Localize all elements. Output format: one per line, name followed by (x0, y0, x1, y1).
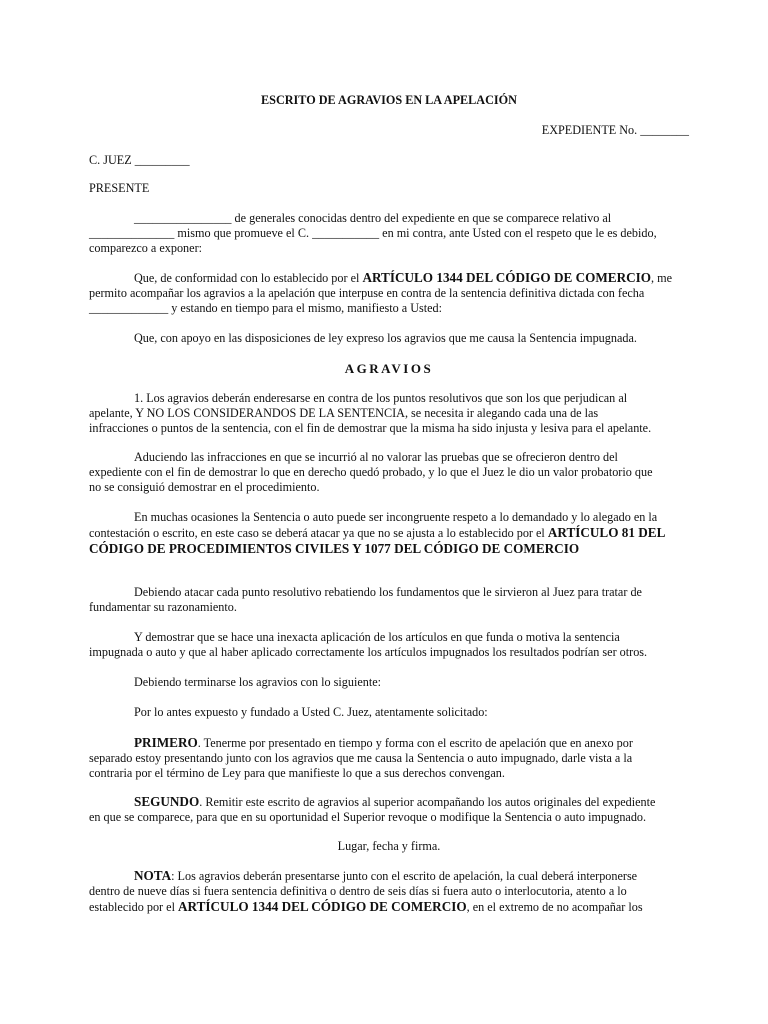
agravio-7: Por lo antes expuesto y fundado a Usted C. Juez, atentamente solicitado: (134, 705, 488, 719)
agravio-6: Debiendo terminarse los agravios con lo siguiente: (134, 675, 382, 689)
agravio-4: Debiendo atacar cada punto resolutivo rebatiendo los fundamentos que le sirvieron al Juez para tratar de fundamentar su razonamiento. (89, 585, 642, 614)
petition-primero: PRIMERO. Tenerme por presentado en tiempo y forma con el escrito de apelación que en anexo por separado estoy presentando junto con los agravios que me causa la Sentencia o auto impugnado, darle vista a la contraria por el término de Ley para que manifieste lo que a sus derechos convengan. (89, 735, 633, 780)
addressee-judge: C. JUEZ _________ (89, 153, 190, 167)
paragraph-intro: ________________ de generales conocidas dentro del expediente en que se comparece relativo al ______________ mismo que promueve el C. ___________ en mi contra, ante Usted con el respeto que le es debido, comparezco a exponer: (89, 211, 657, 255)
lugar-fecha-firma: Lugar, fecha y firma. (337, 839, 441, 853)
presente-label: PRESENTE (89, 181, 150, 195)
paragraph-conformidad: Que, de conformidad con lo establecido por el ARTÍCULO 1344 DEL CÓDIGO DE COMERCIO, me permito acompañar los agravios a la apelación que interpuse en contra de la sentencia definitiva dictada con fecha _____________ y estando en tiempo para el mismo, manifiesto a Usted: (89, 270, 673, 315)
agravios-heading: AGRAVIOS (344, 361, 434, 376)
agravio-3: En muchas ocasiones la Sentencia o auto puede ser incongruente respeto a lo demandado y lo alegado en la contestación o escrito, en este caso se deberá atacar ya que no se ajusta a lo establecido por el ARTÍCULO 81 DEL CÓDIGO DE PROCEDIMIENTOS CIVILES Y 1077 DEL CÓDIGO DE COMERCIO (89, 510, 666, 556)
agravio-1: 1. Los agravios deberán enderesarse en contra de los puntos resolutivos que son los que perjudican al apelante, Y NO LOS CONSIDERANDOS DE LA SENTENCIA, se necesita ir alegando cada una de las infracciones o puntos de la sentencia, con el fin de demostrar que la misma ha sido injusta y lesiva para el apelante. (89, 391, 652, 435)
paragraph-apoyo: Que, con apoyo en las disposiciones de ley expreso los agravios que me causa la Sentencia impugnada. (134, 331, 637, 345)
agravio-2: Aduciendo las infracciones en que se incurrió al no valorar las pruebas que se ofrecieron dentro del expediente con el fin de demostrar lo que en derecho quedó probado, y lo que el Juez le dio un valor probatorio que no se consiguió demostrar en el procedimiento. (89, 450, 653, 494)
petition-segundo: SEGUNDO. Remitir este escrito de agravios al superior acompañando los autos originales del expediente en que se comparece, para que en su oportunidad el Superior revoque o modifique la Sentencia o auto impugnado. (89, 794, 656, 824)
expediente-number: EXPEDIENTE No. ________ (541, 123, 689, 137)
nota-paragraph: NOTA: Los agravios deberán presentarse junto con el escrito de apelación, la cual deberá interponerse dentro de nueve días si fuera sentencia definitiva o dentro de seis días si fuera auto o interlocutoria, atento a lo establecido por el ARTÍCULO 1344 DEL CÓDIGO DE COMERCIO, en el extremo de no acompañar los (89, 868, 643, 914)
document-title: ESCRITO DE AGRAVIOS EN LA APELACIÓN (261, 93, 517, 107)
agravio-5: Y demostrar que se hace una inexacta aplicación de los artículos en que funda o motiva la sentencia impugnada o auto y que al haber aplicado correctamente los artículos impugnados los resultados podrían ser otros. (89, 630, 648, 659)
